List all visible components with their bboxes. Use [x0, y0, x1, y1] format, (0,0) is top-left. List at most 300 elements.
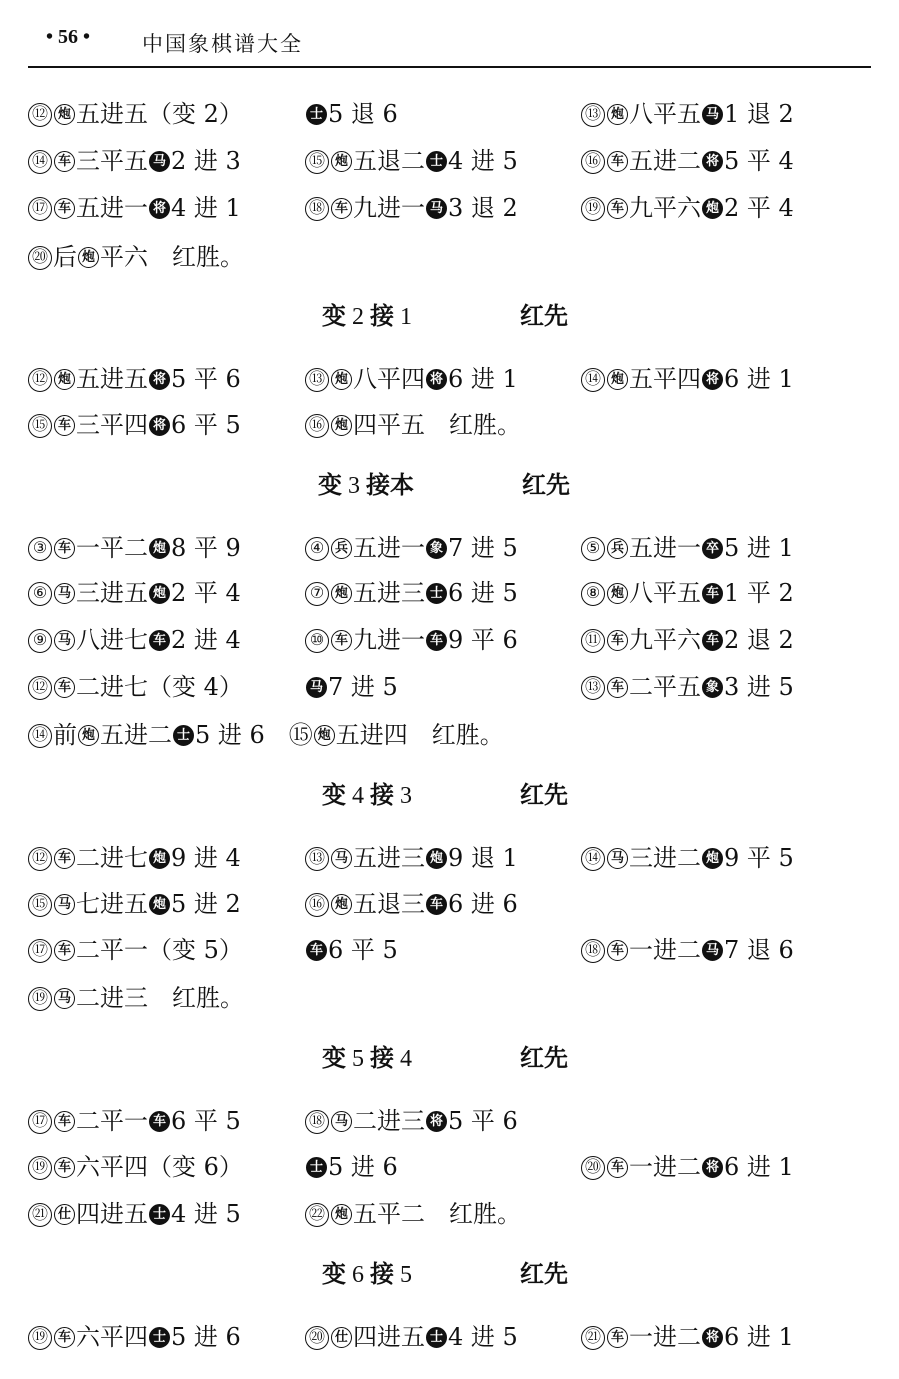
- move-text: 9 退 1: [448, 844, 518, 872]
- move-cell: [581, 1150, 794, 1184]
- move-number: ⑫: [28, 368, 52, 392]
- black-elephant-icon: 象: [702, 677, 723, 698]
- move-number: ⑬: [305, 368, 329, 392]
- move-text: 前: [53, 721, 77, 749]
- move-text: 五进五: [76, 365, 148, 393]
- heading-connector: 接本: [366, 470, 414, 499]
- move-text: 三平五: [76, 147, 148, 175]
- move-text: 五进四 红胜。: [335, 721, 504, 749]
- red-horse-icon: 马: [54, 988, 75, 1009]
- variation-heading: [318, 468, 414, 502]
- red-horse-icon: 马: [54, 630, 75, 651]
- move-cell: [581, 191, 794, 225]
- heading-connector: 接: [370, 301, 394, 330]
- page-number: • 56 •: [46, 26, 91, 48]
- move-text: 4 进 5: [448, 1323, 518, 1351]
- black-general-icon: 将: [149, 369, 170, 390]
- move-text: 2 平 4: [724, 194, 794, 222]
- move-number: ⑬: [581, 676, 605, 700]
- move-text: 4 进 1: [171, 194, 241, 222]
- red-cannon-icon: 炮: [54, 104, 75, 125]
- black-cannon-icon: 炮: [149, 894, 170, 915]
- move-number: ⑭: [28, 724, 52, 748]
- black-cannon-icon: 炮: [702, 848, 723, 869]
- move-text: 1 退 2: [724, 100, 794, 128]
- move-cell: [581, 623, 794, 657]
- move-text: 7 进 5: [328, 673, 398, 701]
- record-line: [28, 362, 871, 396]
- heading-prefix: 变: [322, 780, 346, 809]
- move-text: 五进三: [353, 844, 425, 872]
- black-cannon-icon: 炮: [149, 583, 170, 604]
- move-text: 二进三 红胜。: [76, 984, 244, 1012]
- heading-source: 4: [400, 1046, 412, 1072]
- red-chariot-icon: 车: [607, 630, 628, 651]
- move-number: ⑧: [581, 582, 605, 606]
- move-cell: [28, 576, 241, 610]
- move-text: 三进五: [76, 579, 148, 607]
- red-chariot-icon: 车: [607, 1327, 628, 1348]
- move-text: 6 进 1: [448, 365, 518, 393]
- black-general-icon: 将: [149, 415, 170, 436]
- move-cell: [581, 1320, 794, 1354]
- move-text: 1 平 2: [724, 579, 794, 607]
- record-line: [28, 1150, 871, 1184]
- move-text: 五平四: [629, 365, 701, 393]
- move-text: 九平六: [629, 194, 701, 222]
- black-advisor-icon: 士: [173, 725, 194, 746]
- move-number: ⑫: [28, 847, 52, 871]
- move-cell: [28, 933, 243, 967]
- move-text: 五进一: [629, 534, 701, 562]
- move-text: 五平二 红胜。: [353, 1200, 521, 1228]
- move-number: ⑫: [28, 103, 52, 127]
- black-pawn-icon: 卒: [702, 538, 723, 559]
- black-advisor-icon: 士: [306, 104, 327, 125]
- red-chariot-icon: 车: [607, 198, 628, 219]
- red-chariot-icon: 车: [54, 677, 75, 698]
- move-text: 5 退 6: [328, 100, 398, 128]
- move-text: 7 进 5: [448, 534, 518, 562]
- red-horse-icon: 马: [331, 1111, 352, 1132]
- move-cell: [305, 408, 521, 442]
- move-text: 6 进 1: [724, 365, 794, 393]
- move-cell: [581, 576, 794, 610]
- red-horse-icon: 马: [54, 894, 75, 915]
- red-soldier-icon: 兵: [331, 538, 352, 559]
- variation-heading: [322, 778, 418, 812]
- move-cell: [581, 841, 794, 875]
- heading-side: 红先: [522, 470, 570, 499]
- move-number: ⑲: [581, 197, 605, 221]
- move-text: 八进七: [76, 626, 148, 654]
- red-chariot-icon: 车: [54, 1157, 75, 1178]
- move-cell: [581, 144, 794, 178]
- move-text: 9 平 5: [724, 844, 794, 872]
- black-chariot-icon: 车: [149, 630, 170, 651]
- move-number: ⑱: [305, 197, 329, 221]
- move-text: 六平四（变 6）: [76, 1153, 243, 1181]
- move-number: ⑱: [305, 1110, 329, 1134]
- move-text: 八平四: [353, 365, 425, 393]
- move-text: 8 平 9: [171, 534, 241, 562]
- move-cell: [305, 1104, 518, 1138]
- black-cannon-icon: 炮: [702, 198, 723, 219]
- black-horse-icon: 马: [426, 198, 447, 219]
- move-text: 6 进 5: [448, 579, 518, 607]
- move-number: ⑬: [305, 847, 329, 871]
- move-number: ⑰: [28, 1110, 52, 1134]
- move-text: 3 退 2: [448, 194, 518, 222]
- red-chariot-icon: 车: [54, 151, 75, 172]
- move-text: 一平二: [76, 534, 148, 562]
- move-text: 七进五: [76, 890, 148, 918]
- move-number: ⑮: [305, 150, 329, 174]
- red-cannon-icon: 炮: [54, 369, 75, 390]
- move-cell: [28, 1104, 241, 1138]
- move-cell: [28, 1320, 241, 1354]
- move-cell: [28, 240, 244, 274]
- move-text: 6 进 1: [724, 1323, 794, 1351]
- move-cell: [28, 841, 241, 875]
- record-line: [28, 670, 871, 704]
- black-advisor-icon: 士: [426, 583, 447, 604]
- red-cannon-icon: 炮: [331, 151, 352, 172]
- move-number: ⑲: [28, 987, 52, 1011]
- black-cannon-icon: 炮: [149, 538, 170, 559]
- black-general-icon: 将: [426, 1111, 447, 1132]
- record-line: [28, 1320, 871, 1354]
- move-number: ⑬: [581, 103, 605, 127]
- move-cell: [305, 531, 518, 565]
- move-cell: [28, 362, 241, 396]
- heading-connector: 接: [370, 1043, 394, 1072]
- move-text: 5 进 6 ⑮: [195, 721, 313, 749]
- black-general-icon: 将: [702, 369, 723, 390]
- move-cell: [305, 887, 518, 921]
- move-cell: [305, 1150, 398, 1184]
- heading-source: 3: [400, 783, 412, 809]
- black-chariot-icon: 车: [426, 894, 447, 915]
- heading-prefix: 变: [322, 301, 346, 330]
- heading-prefix: 变: [322, 1043, 346, 1072]
- move-text: 6 平 5: [171, 411, 241, 439]
- heading-number: 2: [352, 304, 364, 330]
- red-horse-icon: 马: [54, 583, 75, 604]
- red-chariot-icon: 车: [54, 848, 75, 869]
- black-chariot-icon: 车: [702, 583, 723, 604]
- red-chariot-icon: 车: [54, 1111, 75, 1132]
- move-text: 五进一: [76, 194, 148, 222]
- move-text: 三进二: [629, 844, 701, 872]
- red-chariot-icon: 车: [331, 198, 352, 219]
- move-number: ㉒: [305, 1203, 329, 1227]
- move-text: 八平五: [629, 579, 701, 607]
- record-line: [28, 981, 871, 1015]
- red-chariot-icon: 车: [54, 198, 75, 219]
- move-cell: [28, 623, 241, 657]
- red-cannon-icon: 炮: [607, 583, 628, 604]
- move-cell: [581, 97, 794, 131]
- move-number: ㉑: [581, 1326, 605, 1350]
- move-text: 4 进 5: [171, 1200, 241, 1228]
- move-text: 五进五（变 2）: [76, 100, 243, 128]
- move-text: 6 平 5: [171, 1107, 241, 1135]
- record-line: [28, 191, 871, 225]
- move-text: 2 退 2: [724, 626, 794, 654]
- record-line: [28, 718, 871, 752]
- move-text: 五进一: [353, 534, 425, 562]
- heading-number: 5: [352, 1046, 364, 1072]
- red-chariot-icon: 车: [331, 630, 352, 651]
- red-cannon-icon: 炮: [314, 725, 335, 746]
- heading-side: 红先: [520, 1259, 568, 1288]
- move-number: ⑫: [28, 676, 52, 700]
- red-horse-icon: 马: [607, 848, 628, 869]
- move-text: 2 进 3: [171, 147, 241, 175]
- red-chariot-icon: 车: [54, 940, 75, 961]
- heading-side: 红先: [520, 780, 568, 809]
- move-cell: [28, 718, 504, 752]
- black-elephant-icon: 象: [426, 538, 447, 559]
- black-cannon-icon: 炮: [426, 848, 447, 869]
- move-cell: [28, 408, 241, 442]
- move-cell: [581, 670, 794, 704]
- move-cell: [28, 1150, 243, 1184]
- red-cannon-icon: 炮: [331, 894, 352, 915]
- page-header: [28, 18, 871, 68]
- move-number: ⑭: [581, 368, 605, 392]
- move-text: 2 平 4: [171, 579, 241, 607]
- move-text: 一进二: [629, 1153, 701, 1181]
- move-text: 二进三: [353, 1107, 425, 1135]
- move-cell: [305, 1320, 518, 1354]
- record-line: [28, 887, 871, 921]
- move-text: 九进一: [353, 626, 425, 654]
- move-text: 四进五: [76, 1200, 148, 1228]
- heading-source: 5: [400, 1262, 412, 1288]
- move-number: ⑯: [581, 150, 605, 174]
- move-text: 5 平 6: [448, 1107, 518, 1135]
- move-text: 9 平 6: [448, 626, 518, 654]
- move-text: 5 进 1: [724, 534, 794, 562]
- move-text: 5 平 6: [171, 365, 241, 393]
- move-text: 平六 红胜。: [100, 243, 244, 271]
- record-line: [28, 144, 871, 178]
- red-chariot-icon: 车: [607, 1157, 628, 1178]
- heading-source: 1: [400, 304, 412, 330]
- move-number: ⑲: [28, 1156, 52, 1180]
- black-chariot-icon: 车: [426, 630, 447, 651]
- red-advisor-icon: 仕: [331, 1327, 352, 1348]
- move-cell: [305, 841, 518, 875]
- black-cannon-icon: 炮: [149, 848, 170, 869]
- move-cell: [305, 144, 518, 178]
- move-cell: [28, 97, 243, 131]
- variation-heading: [322, 299, 418, 333]
- move-text: 五进二: [629, 147, 701, 175]
- move-number: ⑯: [305, 414, 329, 438]
- heading-number: 3: [348, 473, 360, 499]
- red-cannon-icon: 炮: [78, 247, 99, 268]
- move-text: 三平四: [76, 411, 148, 439]
- red-cannon-icon: 炮: [607, 369, 628, 390]
- move-text: 二平一: [76, 1107, 148, 1135]
- red-chariot-icon: 车: [54, 415, 75, 436]
- move-number: ⑥: [28, 582, 52, 606]
- record-line: [28, 576, 871, 610]
- move-cell: [305, 191, 518, 225]
- red-cannon-icon: 炮: [331, 1204, 352, 1225]
- move-number: ㉑: [28, 1203, 52, 1227]
- move-text: 二平一（变 5）: [76, 936, 243, 964]
- black-chariot-icon: 车: [702, 630, 723, 651]
- heading-number: 6: [352, 1262, 364, 1288]
- red-chariot-icon: 车: [607, 677, 628, 698]
- move-cell: [305, 1197, 521, 1231]
- move-cell: [305, 623, 518, 657]
- move-number: ⑰: [28, 197, 52, 221]
- heading-prefix: 变: [322, 1259, 346, 1288]
- heading-number: 4: [352, 783, 364, 809]
- record-line: [28, 240, 871, 274]
- black-chariot-icon: 车: [149, 1111, 170, 1132]
- red-cannon-icon: 炮: [78, 725, 99, 746]
- move-text: 5 进 2: [171, 890, 241, 918]
- record-line: [28, 408, 871, 442]
- move-cell: [305, 670, 398, 704]
- move-text: 二平五: [629, 673, 701, 701]
- black-advisor-icon: 士: [149, 1204, 170, 1225]
- move-text: 五进二: [100, 721, 172, 749]
- variation-heading: [322, 1257, 418, 1291]
- move-number: ⑤: [581, 537, 605, 561]
- move-cell: [28, 144, 241, 178]
- heading-connector: 接: [370, 1259, 394, 1288]
- black-advisor-icon: 士: [149, 1327, 170, 1348]
- move-number: ⑲: [28, 1326, 52, 1350]
- move-text: 四进五: [353, 1323, 425, 1351]
- record-line: [28, 97, 871, 131]
- black-general-icon: 将: [702, 1327, 723, 1348]
- black-general-icon: 将: [702, 1157, 723, 1178]
- record-line: [28, 623, 871, 657]
- heading-prefix: 变: [318, 470, 342, 499]
- heading-connector: 接: [370, 780, 394, 809]
- record-line: [28, 531, 871, 565]
- red-horse-icon: 马: [331, 848, 352, 869]
- red-chariot-icon: 车: [54, 538, 75, 559]
- move-text: 5 进 6: [171, 1323, 241, 1351]
- move-cell: [581, 933, 794, 967]
- black-horse-icon: 马: [149, 151, 170, 172]
- move-number: ⑳: [28, 246, 52, 270]
- move-cell: [28, 1197, 241, 1231]
- move-text: 二进七（变 4）: [76, 673, 243, 701]
- move-cell: [581, 531, 794, 565]
- move-text: 5 平 4: [724, 147, 794, 175]
- move-text: 八平五: [629, 100, 701, 128]
- red-advisor-icon: 仕: [54, 1204, 75, 1225]
- move-number: ⑪: [581, 629, 605, 653]
- move-number: ⑦: [305, 582, 329, 606]
- move-number: ⑮: [28, 893, 52, 917]
- move-text: 二进七: [76, 844, 148, 872]
- move-text: 五进三: [353, 579, 425, 607]
- move-text: 一进二: [629, 1323, 701, 1351]
- move-number: ⑭: [28, 150, 52, 174]
- move-number: ③: [28, 537, 52, 561]
- move-number: ⑭: [581, 847, 605, 871]
- move-text: 六平四: [76, 1323, 148, 1351]
- move-cell: [305, 933, 398, 967]
- move-cell: [28, 191, 241, 225]
- move-cell: [28, 670, 243, 704]
- move-number: ⑮: [28, 414, 52, 438]
- heading-side: 红先: [520, 1043, 568, 1072]
- record-line: [28, 1104, 871, 1138]
- move-cell: [28, 531, 241, 565]
- move-text: 一进二: [629, 936, 701, 964]
- variation-heading: [322, 1041, 418, 1075]
- move-number: ⑯: [305, 893, 329, 917]
- move-number: ⑩: [305, 629, 329, 653]
- move-text: 4 进 5: [448, 147, 518, 175]
- black-horse-icon: 马: [702, 104, 723, 125]
- record-line: [28, 841, 871, 875]
- black-horse-icon: 马: [306, 677, 327, 698]
- red-chariot-icon: 车: [607, 151, 628, 172]
- move-text: 5 进 6: [328, 1153, 398, 1181]
- red-cannon-icon: 炮: [607, 104, 628, 125]
- move-text: 9 进 4: [171, 844, 241, 872]
- move-text: 四平五 红胜。: [353, 411, 521, 439]
- black-general-icon: 将: [426, 369, 447, 390]
- heading-side: 红先: [520, 301, 568, 330]
- red-chariot-icon: 车: [54, 1327, 75, 1348]
- move-cell: [305, 576, 518, 610]
- move-cell: [305, 362, 518, 396]
- black-horse-icon: 马: [702, 940, 723, 961]
- move-text: 五退二: [353, 147, 425, 175]
- move-number: ⑨: [28, 629, 52, 653]
- move-text: 6 平 5: [328, 936, 398, 964]
- move-number: ⑳: [581, 1156, 605, 1180]
- move-text: 2 进 4: [171, 626, 241, 654]
- move-text: 7 退 6: [724, 936, 794, 964]
- move-cell: [581, 362, 794, 396]
- black-advisor-icon: 士: [426, 1327, 447, 1348]
- move-text: 6 进 6: [448, 890, 518, 918]
- record-line: [28, 933, 871, 967]
- move-number: ⑰: [28, 939, 52, 963]
- black-chariot-icon: 车: [306, 940, 327, 961]
- red-soldier-icon: 兵: [607, 538, 628, 559]
- black-general-icon: 将: [149, 198, 170, 219]
- record-line: [28, 1197, 871, 1231]
- move-number: ⑳: [305, 1326, 329, 1350]
- move-text: 九进一: [353, 194, 425, 222]
- move-text: 后: [53, 243, 77, 271]
- move-cell: [28, 887, 241, 921]
- red-cannon-icon: 炮: [331, 369, 352, 390]
- move-text: 九平六: [629, 626, 701, 654]
- red-chariot-icon: 车: [607, 940, 628, 961]
- book-title: 中国象棋谱大全: [142, 32, 303, 56]
- black-general-icon: 将: [702, 151, 723, 172]
- move-number: ⑱: [581, 939, 605, 963]
- black-advisor-icon: 士: [306, 1157, 327, 1178]
